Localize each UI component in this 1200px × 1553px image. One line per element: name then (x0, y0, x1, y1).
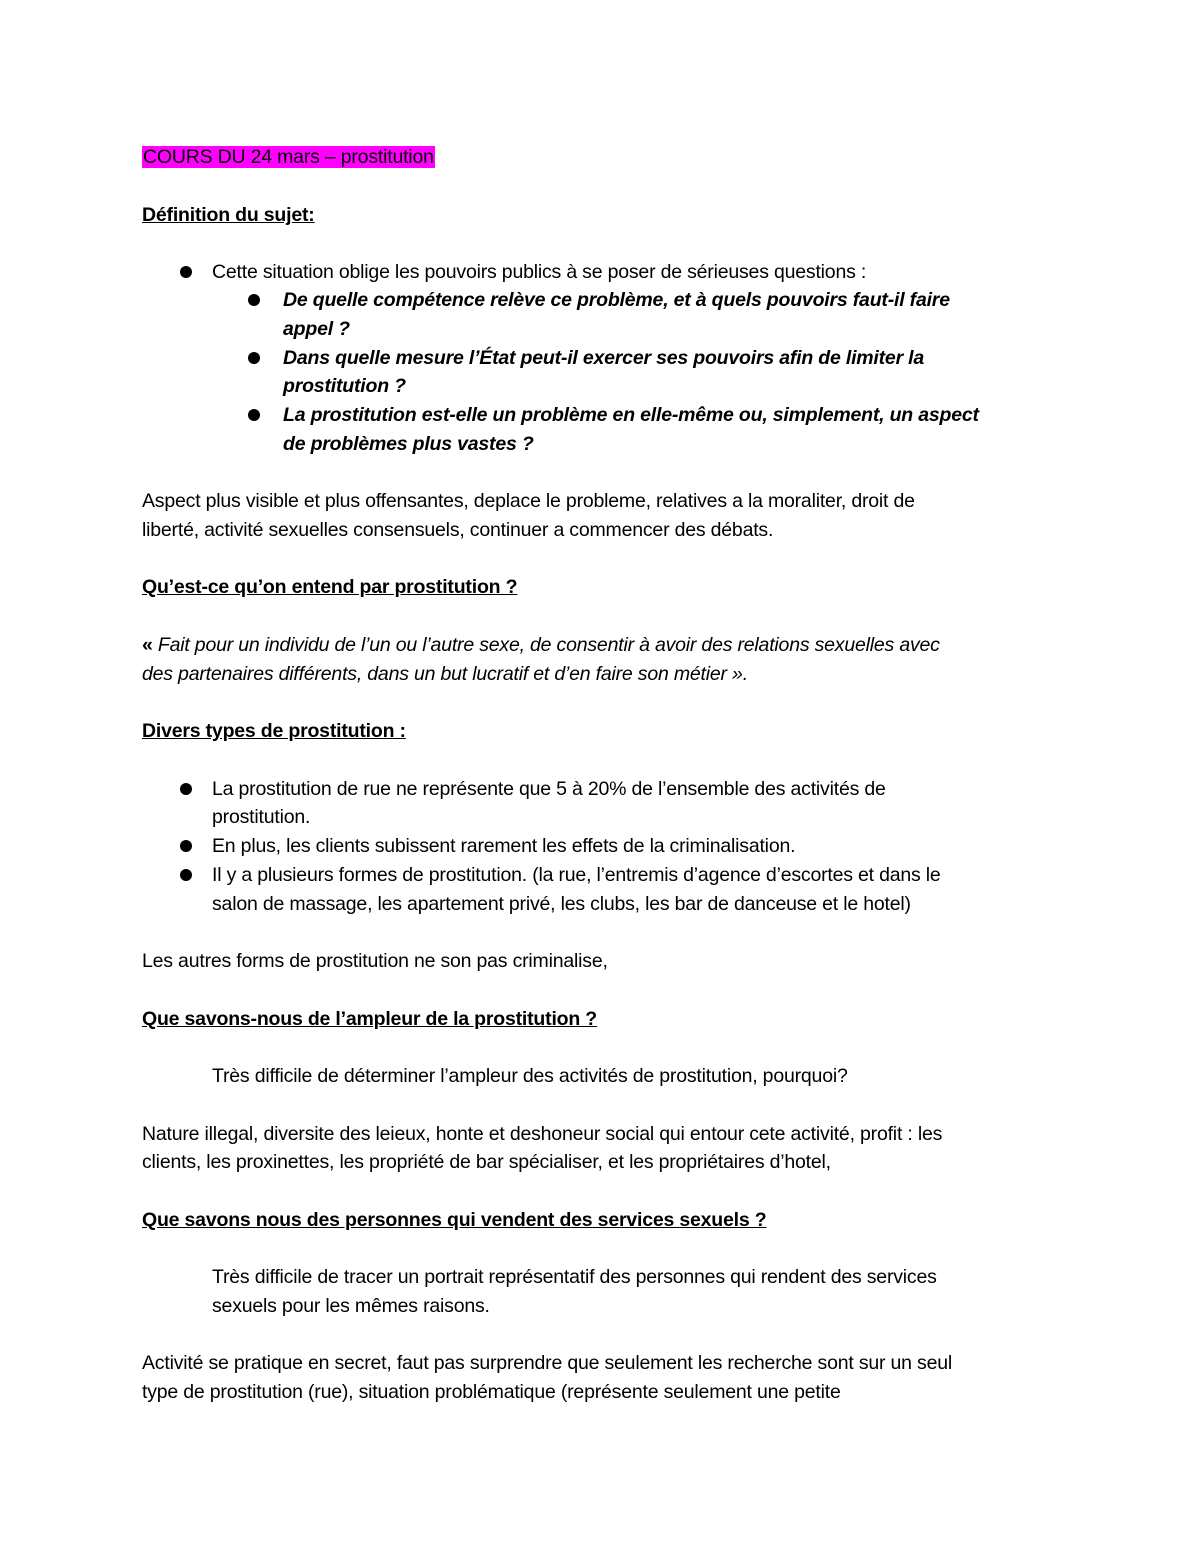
types-bullet-1-line-2: prostitution. (212, 806, 311, 828)
section-heading-definition: Définition du sujet: (142, 204, 315, 226)
question-2-line-2: prostitution ? (283, 375, 406, 397)
title-highlight: COURS DU 24 mars – prostitution (143, 146, 434, 168)
bullet-icon (180, 869, 192, 881)
persons-line-2: type de prostitution (rue), situation problématique (représente seulement une petite (142, 1381, 841, 1403)
types-bullet-3-line-1: Il y a plusieurs formes de prostitution. (la rue, l’entremis d’agence d’escortes et dans le (212, 864, 941, 886)
persons-line-1: Activité se pratique en secret, faut pas surprendre que seulement les recherche sont sur un seul (142, 1352, 953, 1374)
section-heading-persons: Que savons nous des personnes qui vendent des services sexuels ? (142, 1209, 767, 1231)
others-paragraph: Les autres forms de prostitution ne son pas criminalise, (142, 950, 608, 972)
page-title (142, 143, 435, 171)
types-bullet-3-line-2: salon de massage, les apartement privé, les clubs, les bar de danceuse et le hotel) (212, 893, 911, 915)
section-heading-scope: Que savons-nous de l’ampleur de la prostitution ? (142, 1008, 598, 1030)
question-3-line-1: La prostitution est-elle un problème en elle-même ou, simplement, un aspect (283, 404, 979, 426)
types-bullet-1-line-1: La prostitution de rue ne représente que 5 à 20% de l’ensemble des activités de (212, 778, 886, 800)
definition-quote-line-1 (142, 631, 940, 659)
scope-line-2: clients, les proxinettes, les propriété de bar spécialiser, et les propriétaires d’hotel, (142, 1151, 831, 1173)
open-quote: « (142, 634, 153, 656)
question-1-line-1: De quelle compétence relève ce problème, et à quels pouvoirs faut-il faire (283, 289, 950, 311)
scope-line-1: Nature illegal, diversite des leieux, honte et deshoneur social qui entour cete activité, profit : les (142, 1123, 943, 1145)
persons-indented-line-2: sexuels pour les mêmes raisons. (212, 1295, 490, 1317)
bullet-icon (248, 352, 260, 364)
question-3-line-2: de problèmes plus vastes ? (283, 433, 534, 455)
aspect-line-2: liberté, activité sexuelles consensuels, continuer a commencer des débats. (142, 519, 774, 541)
section-heading-what: Qu’est-ce qu’on entend par prostitution ? (142, 576, 518, 598)
bullet-icon (248, 294, 260, 306)
scope-indented: Très difficile de déterminer l’ampleur des activités de prostitution, pourquoi? (212, 1065, 848, 1087)
quote-text-1: Fait pour un individu de l’un ou l’autre sexe, de consentir à avoir des relations sexuelles avec (152, 634, 940, 656)
close-quote: ». (726, 663, 748, 685)
question-1-line-2: appel ? (283, 318, 350, 340)
bullet-icon (248, 409, 260, 421)
aspect-line-1: Aspect plus visible et plus offensantes, deplace le probleme, relatives a la moraliter, droit de (142, 490, 915, 512)
bullet-icon (180, 266, 192, 278)
definition-quote-line-2 (142, 660, 748, 688)
definition-intro: Cette situation oblige les pouvoirs publics à se poser de sérieuses questions : (212, 261, 867, 283)
bullet-icon (180, 840, 192, 852)
question-2-line-1: Dans quelle mesure l’État peut-il exercer ses pouvoirs afin de limiter la (283, 347, 925, 369)
quote-text-2: des partenaires différents, dans un but lucratif et d’en faire son métier (142, 663, 727, 685)
types-bullet-2: En plus, les clients subissent rarement les effets de la criminalisation. (212, 835, 796, 857)
section-heading-types: Divers types de prostitution : (142, 720, 406, 742)
bullet-icon (180, 783, 192, 795)
persons-indented-line-1: Très difficile de tracer un portrait représentatif des personnes qui rendent des services (212, 1266, 937, 1288)
